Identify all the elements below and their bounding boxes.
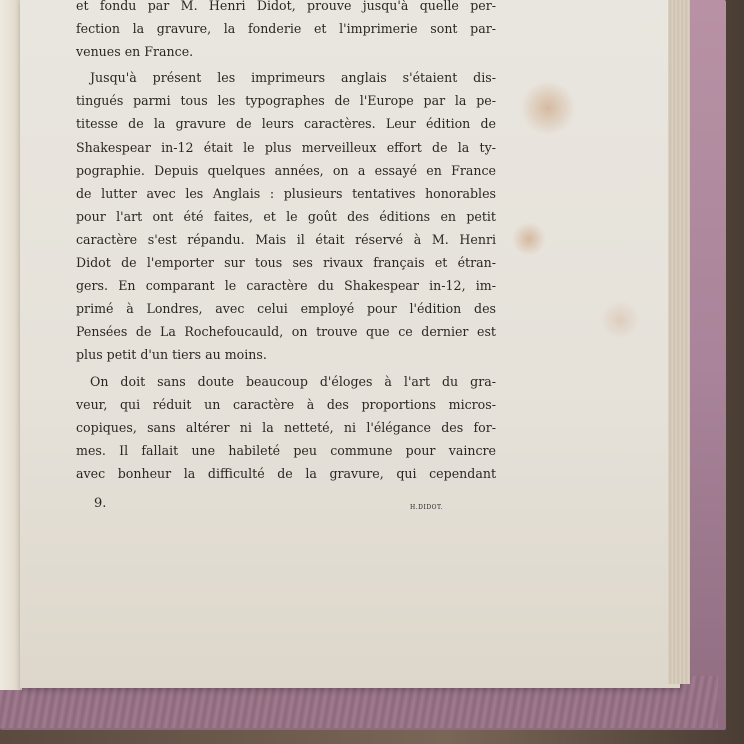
text-line: fection la gravure, la fonderie et l'imprimerie sont par- [76,21,496,37]
text-line: plus petit d'un tiers au moins. [76,347,267,363]
text-line: de lutter avec les Anglais : plusieurs tentatives honorables [76,185,496,201]
text-line: Shakespear in-12 était le plus merveilleux effort de la ty- [76,139,496,155]
text-line: titesse de la gravure de leurs caractères. Leur édition de [76,116,496,132]
foxing-stain [520,80,576,136]
signature-mark: H.DIDOT. [410,504,444,511]
text-line: On doit sans doute beaucoup d'éloges à l'art du gra- [90,373,496,389]
text-line: veur, qui réduit un caractère à des proportions micros- [76,396,496,412]
text-line: Didot de l'emporter sur tous ses rivaux français et étran- [76,255,496,271]
foxing-stain [600,300,640,340]
text-line: pographie. Depuis quelques années, on a essayé en France [76,162,496,178]
body-text [76,0,496,485]
text-line: primé à Londres, avec celui employé pour l'édition des [76,301,496,317]
text-line: venues en France. [76,44,194,60]
text-line: gers. En comparant le caractère du Shakespear in-12, im- [76,278,496,294]
text-line: mes. Il fallait une habileté peu commune pour vaincre [76,442,496,458]
text-line: caractère s'est répandu. Mais il était réservé à M. Henri [76,231,496,247]
text-line: avec bonheur la difficulté de la gravure, qui cependant [76,465,496,481]
facing-page-edge [0,0,22,690]
text-line: Jusqu'à présent les imprimeurs anglais s'étaient dis- [90,70,496,86]
page-stack-edge [668,0,690,684]
foxing-stain [512,222,546,256]
text-line: tingués parmi tous les typographes de l'Europe par la pe- [76,93,496,109]
text-line: et fondu par M. Henri Didot, prouve jusqu'à quelle per- [76,0,496,13]
text-line: pour l'art ont été faites, et le goût des éditions en petit [76,208,496,224]
text-line: copiques, sans altérer ni la netteté, ni l'élégance des for- [76,419,496,435]
page-number: 9. [94,496,107,511]
text-line: Pensées de La Rochefoucauld, on trouve que ce dernier est [76,324,496,340]
